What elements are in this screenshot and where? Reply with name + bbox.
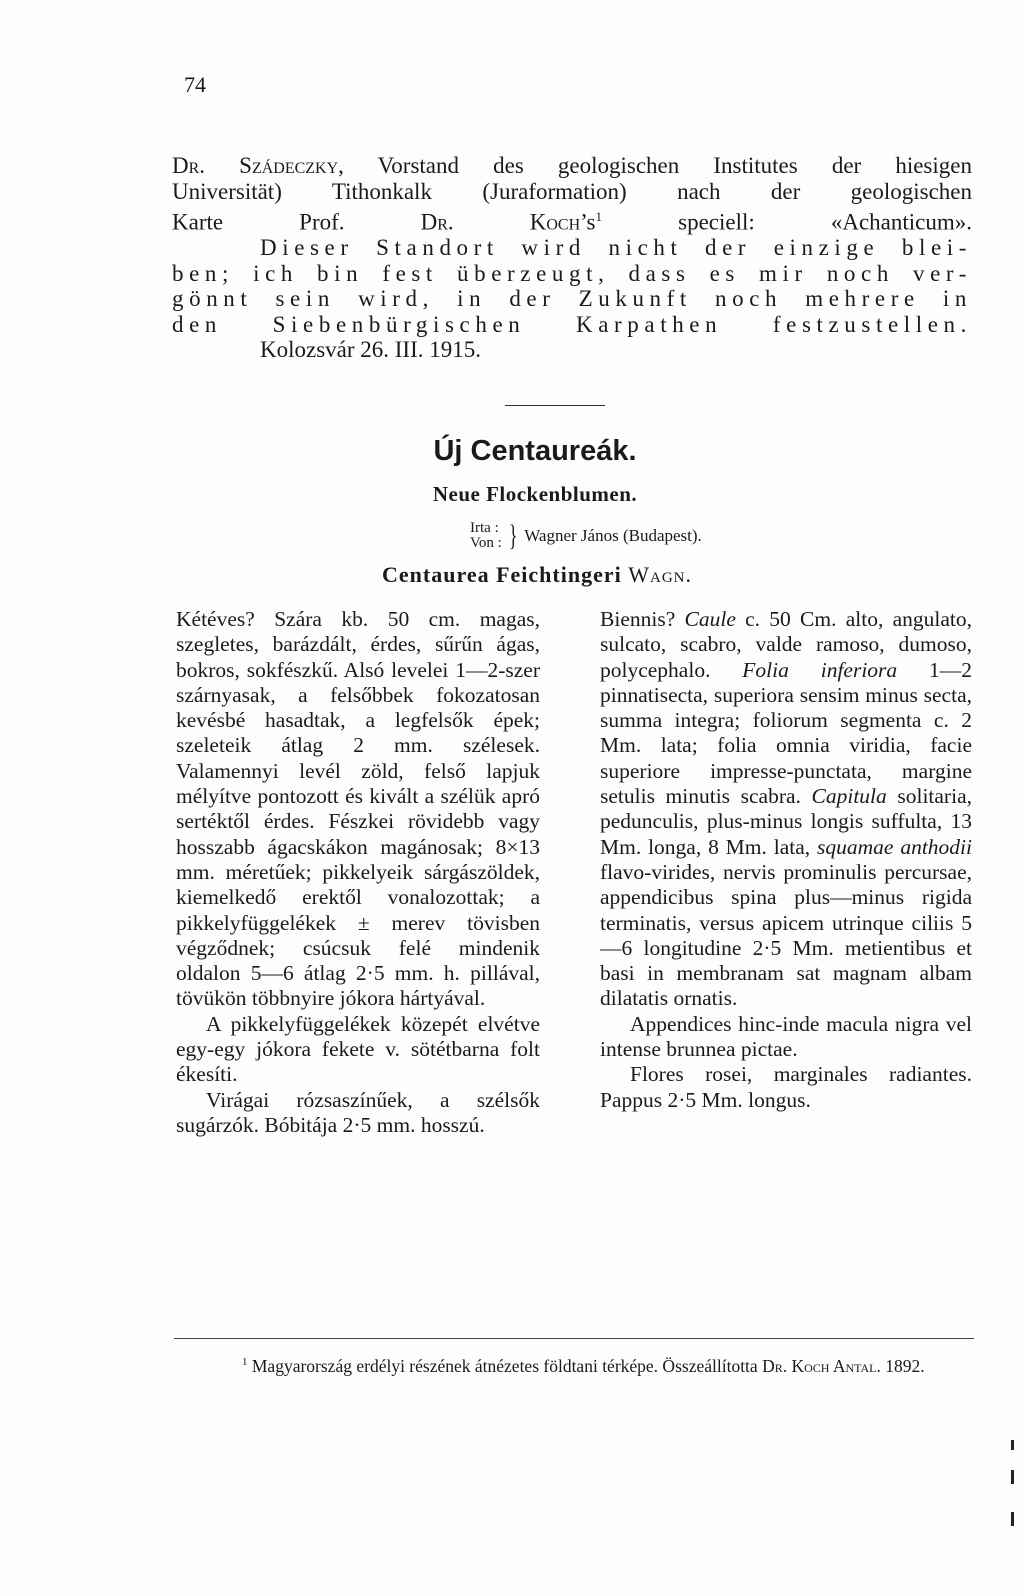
- intro-line: ben; ich bin fest überzeugt, dass es mir noch ver-: [172, 260, 972, 286]
- intro-text: [172, 153, 972, 363]
- footnote-marker: 1: [242, 1356, 248, 1368]
- author-abbrev: Wagn.: [628, 562, 692, 587]
- scan-edge-mark: [1011, 1512, 1014, 1526]
- author-name: Dr. Koch: [420, 209, 581, 235]
- author-name: Dr. Szádeczky: [172, 153, 339, 178]
- byline-labels: Irta : Von :: [470, 520, 502, 551]
- footnote-divider: [174, 1338, 974, 1339]
- paragraph: Flores rosei, marginales radiantes. Pappus 2·5 Mm. longus.: [600, 1062, 972, 1112]
- paragraph: Biennis? Caule c. 50 Cm. alto, angulato, sulcato, scabro, valde ramoso, dumoso, polycephalo. Folia inferiora 1—2 pinnatisecta, superiora sensim minus secta, summa integra; foliorum segmenta c. 2 Mm. lata; folia omnia viridia, facie superiore impresse-punctata, margine setulis minutis scabra. Capitula solitaria, pedunculis, plus-minus longis suffulta, 13 Mm. longa, 8 Mm. lata, squamae anthodii flavo-virides, nervis prominulis percursae, appendicibus spina plus—minus rigida terminatis, versus apicem utrinque ciliis 5—6 longitudine 2·5 Mm. metientibus et basi in membranam sat magnam albam dilatatis ornatis.: [600, 607, 973, 1011]
- article-title: Új Centaureák.: [433, 435, 637, 467]
- footnote-ref: 1: [595, 209, 603, 224]
- paragraph: Appendices hinc-inde macula nigra vel intense brunnea pictae.: [600, 1011, 972, 1062]
- species-title: Centaurea Feichtingeri Wagn.: [382, 562, 692, 587]
- paragraph: Kétéves? Szára kb. 50 cm. magas, szegletes, barázdált, érdes, sűrűn ágas, bokros, sokfészkű. Alsó levelei 1—2-szer szárnyasak, a felsőbbek fokozatosan kevésbé hasadtak, a legfelsők épek; szeleteik átlag 2 mm. szélesek. Valamennyi levél zöld, felső lapjuk mélyítve pontozott és kivált a szélük apró sertéktől érdes. Fészkei rövidebb vagy hosszabb ágacskákon magánosak; 8×13 mm. méretűek; pikkelyeik sárgászöldek, kiemelkedő erektől vonalozottak; a pikkelyfüggelékek ± merev tövisben végződnek; csúcsuk felé mindenik oldalon 5—6 átlag 2·5 mm. h. pillával, tövükön többnyire jókora hártyával.: [176, 607, 540, 1011]
- dateline: Kolozsvár 26. III. 1915.: [260, 337, 482, 363]
- latin-description: [600, 607, 972, 1113]
- scan-edge-mark: [1011, 1470, 1014, 1484]
- byline: [470, 521, 702, 551]
- intro-line: Dr. Szádeczky, Vorstand des geologischen Institutes der hiesigen: [172, 153, 972, 178]
- page-number: 74: [184, 72, 206, 97]
- section-divider: [505, 405, 605, 406]
- footnote: $^1$ Magyarország erdélyi részének átnézetes földtani térképe. Összeállította Dr. Koch Antal. 1892.: [242, 1355, 925, 1376]
- brace-icon: }: [508, 519, 518, 552]
- paragraph: Virágai rózsaszínűek, a szélsők sugárzók. Bóbitája 2·5 mm. hosszú.: [176, 1087, 540, 1137]
- author-credit: Wagner János (Budapest).: [524, 526, 702, 545]
- hungarian-description: [176, 607, 540, 1138]
- intro-line: Universität) Tithonkalk (Juraformation) nach der geologischen: [172, 178, 972, 204]
- intro-line: gönnt sein wird, in der Zukunft noch mehrere in: [172, 286, 972, 312]
- article-subtitle: Neue Flockenblumen.: [432, 482, 638, 506]
- intro-line: den Siebenbürgischen Karpathen festzustellen.: [172, 311, 972, 337]
- intro-line: Karte Prof. Dr. $Koch’s^1$ speciell: «Achanticum».: [172, 209, 973, 235]
- intro-line: Dieser Standort wird nicht der einzige blei-: [260, 235, 972, 261]
- paragraph: A pikkelyfüggelékek közepét elvétve egy-egy jókora fekete v. sötétbarna folt ékesíti.: [176, 1011, 540, 1087]
- scan-edge-mark: [1011, 1440, 1014, 1450]
- author-name: Dr. Koch Antal: [762, 1355, 877, 1376]
